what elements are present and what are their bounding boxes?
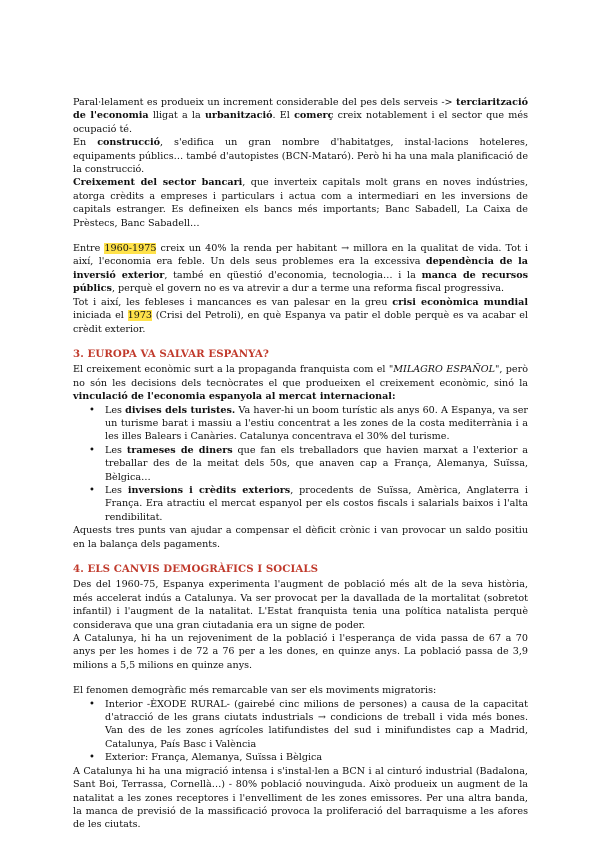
list-item: • Les trameses de diners que fan els treballadors que havien marxat a l'exterior a treballar des de la meitat dels 50s, que anaven cap a França, Alemanya, Suïssa, Bèlgica… xyxy=(73,444,528,484)
list-item: • Interior -ÈXODE RURAL- (gairebé cinc milions de persones) a causa de la capacitat d'atracció de les grans ciutats industrials → condicions de treball i vida més bones. Van des de les zones agrícoles latifundistes del sud i minifundistes cap a Madrid, Catalunya, País Basc i València xyxy=(73,698,528,752)
paragraph-catalonia-migration: A Catalunya hi ha una migració intensa i s'instal·len a BCN i al cinturó industrial (Badalona, Sant Boi, Terrassa, Cornellà…) - 80% població nouvinguda. Això produeix un augment de la natalitat a les zones receptores i l'envelliment de les zones emissores. Per una altra banda, la manca de previsió de la massificació provoca la proliferació del barraquisme a les afores de les ciutats. xyxy=(73,765,528,831)
list-item: • Les divises dels turistes. Va haver-hi un boom turístic als anys 60. A Espanya, va ser un turisme barat i massiu a l'estiu concentrat a les zones de la costa mediterrània i a les illes Balears i Canàries. Catalunya concentrava el 30% del turisme. xyxy=(73,404,528,444)
paragraph-income-growth: Entre 1960-1975 creix un 40% la renda per habitant → millora en la qualitat de vida. Tot i així, l'economia era feble. Un dels seus problemes era la excessiva dependència de la inversió exterior, també en qüestió d'economia, tecnologia… i la manca de recursos públics, perquè el govern no es va atrevir a dur a terme una reforma fiscal progressiva. xyxy=(73,243,528,295)
paragraph-construction: En construcció, s'edifica un gran nombre d'habitatges, instal·lacions hoteleres, equipaments públics… també d'autopistes (BCN-Mataró). Però hi ha una mala planificació de la construcció. xyxy=(73,137,528,176)
paragraph-oil-crisis: Tot i així, les febleses i mancances es van palesar en la greu crisi econòmica mundial iniciada el 1973 (Crisi del Petroli), en què Espanya va patir el doble perquè es va acabar el crèdit exterior. xyxy=(73,296,528,335)
section-heading-demographics: 4. ELS CANVIS DEMOGRÀFICS I SOCIALS xyxy=(73,563,319,575)
document-body xyxy=(73,96,528,832)
paragraph-banking: Creixement del sector bancari, que inverteix capitals molt grans en noves indústries, atorga crèdits a empreses i particulars i actua com a intermediari en les inversions de capitals estranger. Es defineixen els bancs més importants; Banc Sabadell, La Caixa de Prèstecs, Banc Sabadell… xyxy=(73,177,528,229)
paragraph-migration-intro: El fenomen demogràfic més remarcable van ser els moviments migratoris: xyxy=(73,685,437,697)
list-item: • Exterior: França, Alemanya, Suïssa i Bèlgica xyxy=(73,751,528,764)
paragraph-population-growth: Des del 1960-75, Espanya experimenta l'augment de població més alt de la seva història, més accelerat indús a Catalunya. Va ser provocat per la davallada de la mortalitat (sobretot infantil) i l'augment de la natalitat. L'Estat franquista tenia una política natalista perquè considerava que una gran ciutadania era un signe de poder. xyxy=(73,579,528,631)
paragraph-spanish-miracle: El creixement econòmic surt a la propaganda franquista com el "MILAGRO ESPAÑOL", però no són les decisions dels tecnòcrates el que produeixen el creixement econòmic, sinó la vinculació de l'economia espanyola al mercat internacional: xyxy=(73,364,528,403)
migration-list xyxy=(73,698,528,765)
factors-list xyxy=(73,404,528,525)
paragraph-catalonia-rejuvenation: A Catalunya, hi ha un rejoveniment de la població i l'esperança de vida passa de 67 a 70 anys per les homes i de 72 a 76 per a les dones, en quinze anys. La població passa de 3,9 milions a 5,5 milions en quinze anys. xyxy=(73,633,528,671)
highlight-years: 1960-1975 xyxy=(104,243,157,255)
highlight-year: 1973 xyxy=(127,310,153,322)
paragraph-balance: Aquests tres punts van ajudar a compensar el dèficit crònic i van provocar un saldo positiu en la balança dels pagaments. xyxy=(73,525,528,550)
list-item: • Les inversions i crèdits exteriors, procedents de Suïssa, Amèrica, Anglaterra i França. Era atractiu el mercat espanyol per els costos fiscals i salarials baixos i l'alta rendibilitat. xyxy=(73,484,528,524)
paragraph-tertiarization: Paral·lelament es produeix un increment considerable del pes dels serveis -> terciarització de l'economia lligat a la urbanització. El comerç creix notablement i el sector que més ocupació té. xyxy=(73,97,529,135)
section-heading-europe: 3. EUROPA VA SALVAR ESPANYA? xyxy=(73,347,269,360)
